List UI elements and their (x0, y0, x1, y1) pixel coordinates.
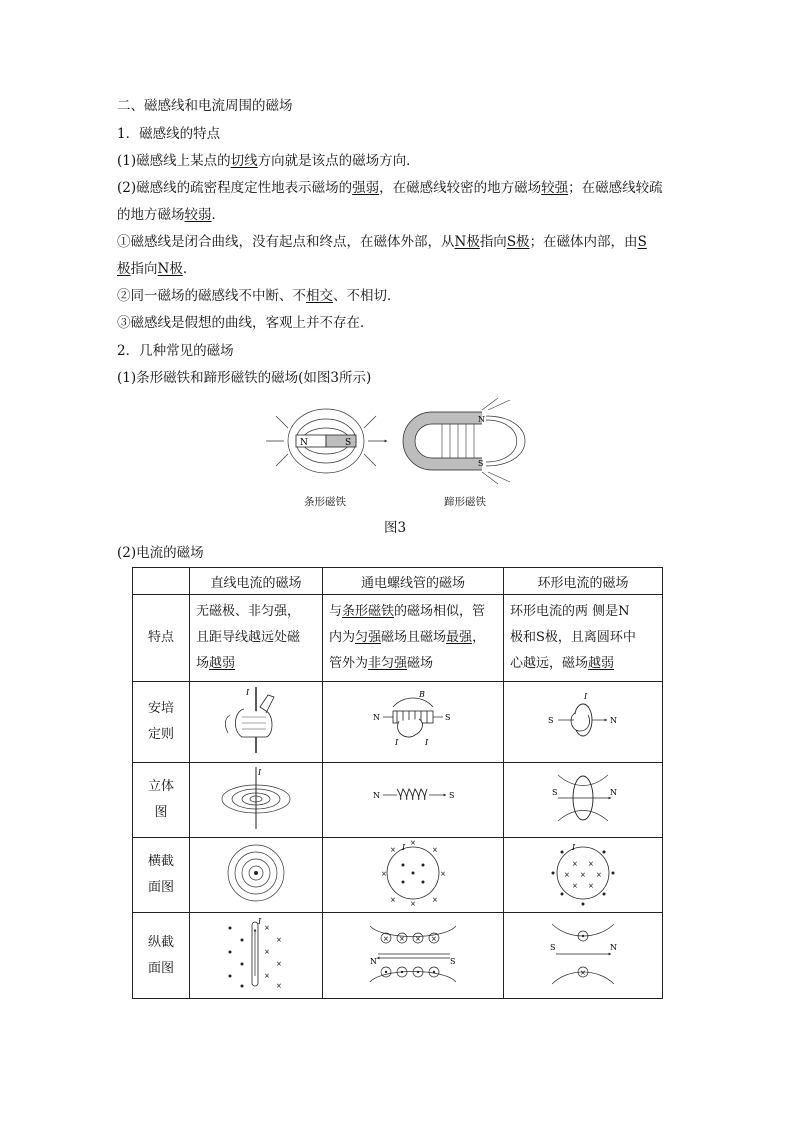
svg-text:B: B (419, 690, 425, 699)
svg-text:I: I (584, 692, 588, 701)
svg-text:I: I (258, 916, 262, 926)
point-1-line-1: ①磁感线是闭合曲线，没有起点和终点，在磁体外部，从N极指向S极；在磁体内部，由S (117, 234, 647, 250)
ampere-ring (504, 682, 663, 763)
svg-text:N: N (373, 791, 380, 800)
solenoid-stereo-diagram (363, 765, 463, 831)
table-header-straight: 直线电流的磁场 (190, 568, 323, 595)
svg-text:×: × (264, 947, 270, 956)
svg-text:S: S (550, 942, 556, 952)
svg-text:N: N (370, 956, 377, 966)
row-label-features: 特点 (133, 595, 190, 682)
horseshoe-magnet-caption: 蹄形磁铁 (444, 496, 486, 508)
svg-text:×: × (572, 882, 578, 890)
stereo-ring (504, 763, 663, 838)
paragraph-1: (1)磁感线上某点的切线方向就是该点的磁场方向． (117, 153, 420, 169)
right-hand-straight-wire-icon (216, 685, 296, 755)
svg-text:×: × (276, 981, 282, 990)
right-hand-solenoid-icon (363, 685, 463, 755)
svg-text:×: × (432, 896, 438, 904)
table-row-ampere (133, 682, 663, 763)
svg-text:S: S (445, 713, 451, 722)
table-row-stereo (133, 763, 663, 838)
svg-text:×: × (432, 846, 438, 854)
svg-text:I: I (246, 688, 250, 697)
figure-3 (262, 396, 532, 514)
svg-text:×: × (390, 846, 396, 854)
svg-text:I: I (258, 768, 262, 777)
svg-text:×: × (580, 968, 586, 977)
horseshoe-s-label: S (478, 459, 484, 468)
svg-text:×: × (410, 900, 416, 906)
bar-magnet-diagram (266, 409, 386, 473)
bar-magnet-caption: 条形磁铁 (304, 496, 346, 508)
table-row-longitudinal-section (133, 913, 663, 999)
features-straight: 无磁极、非匀强， 且距导线越远处磁 场越弱 (190, 595, 323, 682)
solenoid-longitudinal-diagram (358, 916, 468, 992)
point-1-line-2: 极指向N极． (117, 261, 197, 277)
svg-text:I: I (425, 738, 429, 747)
table-header-row (133, 568, 663, 595)
svg-text:×: × (264, 971, 270, 980)
long-solenoid (323, 913, 504, 999)
bar-magnet-s-label: S (345, 438, 352, 448)
straight-wire-stereo-diagram (216, 765, 296, 831)
svg-text:×: × (580, 871, 586, 879)
figure-title: 图3 (384, 520, 407, 536)
svg-text:N: N (610, 716, 617, 725)
svg-text:N: N (610, 788, 617, 797)
svg-text:×: × (596, 871, 602, 879)
svg-text:×: × (410, 840, 416, 847)
svg-text:×: × (564, 871, 570, 879)
svg-text:I: I (395, 738, 399, 747)
ring-cross-section-diagram (548, 840, 618, 906)
straight-wire-cross-section-diagram (221, 840, 291, 906)
ampere-straight (190, 682, 323, 763)
svg-text:S: S (450, 956, 456, 966)
ring-longitudinal-diagram (538, 916, 628, 992)
svg-text:×: × (415, 934, 421, 943)
svg-text:×: × (588, 882, 594, 890)
solenoid-cross-section-diagram (378, 840, 448, 906)
table-row-features (133, 595, 663, 682)
subheading-2: 2．几种常见的磁场 (117, 343, 234, 359)
paragraph-2-line-1: (2)磁感线的疏密程度定性地表示磁场的强弱，在磁感线较密的地方磁场较强；在磁感线较疏 (117, 180, 663, 196)
ampere-solenoid (323, 682, 504, 763)
svg-text:×: × (440, 870, 446, 878)
table-header-solenoid: 通电螺线管的磁场 (323, 568, 504, 595)
svg-text:×: × (390, 896, 396, 904)
table-header-ring: 环形电流的磁场 (504, 568, 663, 595)
svg-text:×: × (431, 934, 437, 943)
table-row-cross-section (133, 838, 663, 913)
svg-text:×: × (572, 860, 578, 868)
svg-text:×: × (276, 959, 282, 968)
horseshoe-magnet-diagram (403, 398, 525, 484)
long-straight (190, 913, 323, 999)
point-3: ③磁感线是假想的曲线，客观上并不存在． (117, 315, 374, 331)
row-label-longitudinal-section: 纵截 面图 (133, 913, 190, 999)
cross-ring (504, 838, 663, 913)
magnetic-field-table (132, 567, 663, 999)
straight-wire-longitudinal-diagram (216, 916, 296, 992)
svg-text:×: × (264, 923, 270, 932)
subheading-1: 1．磁感线的特点 (117, 126, 221, 142)
ring-stereo-diagram (538, 765, 628, 831)
svg-text:I: I (572, 843, 576, 852)
paragraph-2-line-2: 的地方磁场较弱． (117, 207, 225, 223)
long-ring (504, 913, 663, 999)
svg-text:×: × (381, 870, 387, 878)
magnet-illustration (262, 396, 532, 491)
horseshoe-n-label: N (478, 415, 485, 424)
svg-text:S: S (552, 788, 558, 797)
cross-solenoid (323, 838, 504, 913)
svg-text:N: N (610, 942, 617, 952)
row-label-ampere: 安培 定则 (133, 682, 190, 763)
table-header-corner (133, 568, 190, 595)
paragraph-4: (2)电流的磁场 (117, 545, 204, 561)
paragraph-3: (1)条形磁铁和蹄形磁铁的磁场(如图3所示) (117, 370, 372, 386)
stereo-solenoid (323, 763, 504, 838)
row-label-stereo: 立体 图 (133, 763, 190, 838)
svg-text:S: S (548, 716, 554, 725)
right-hand-ring-icon (538, 685, 628, 755)
features-ring: 环形电流的两 侧是N 极和S极，且离圆环中 心越远，磁场越弱 (504, 595, 663, 682)
svg-text:×: × (383, 934, 389, 943)
bar-magnet-n-label: N (300, 438, 308, 448)
cross-straight (190, 838, 323, 913)
stereo-straight (190, 763, 323, 838)
svg-text:N: N (373, 713, 380, 722)
svg-text:×: × (399, 934, 405, 943)
section-heading: 二、磁感线和电流周围的磁场 (117, 98, 293, 114)
point-2: ②同一磁场的磁感线不中断、不相交、不相切． (117, 288, 401, 304)
svg-text:×: × (276, 935, 282, 944)
svg-text:S: S (449, 791, 455, 800)
row-label-cross-section: 横截 面图 (133, 838, 190, 913)
svg-text:I: I (402, 843, 406, 852)
svg-text:×: × (588, 860, 594, 868)
features-solenoid: 与条形磁铁的磁场相似，管 内为匀强磁场且磁场最强， 管外为非匀强磁场 (323, 595, 504, 682)
